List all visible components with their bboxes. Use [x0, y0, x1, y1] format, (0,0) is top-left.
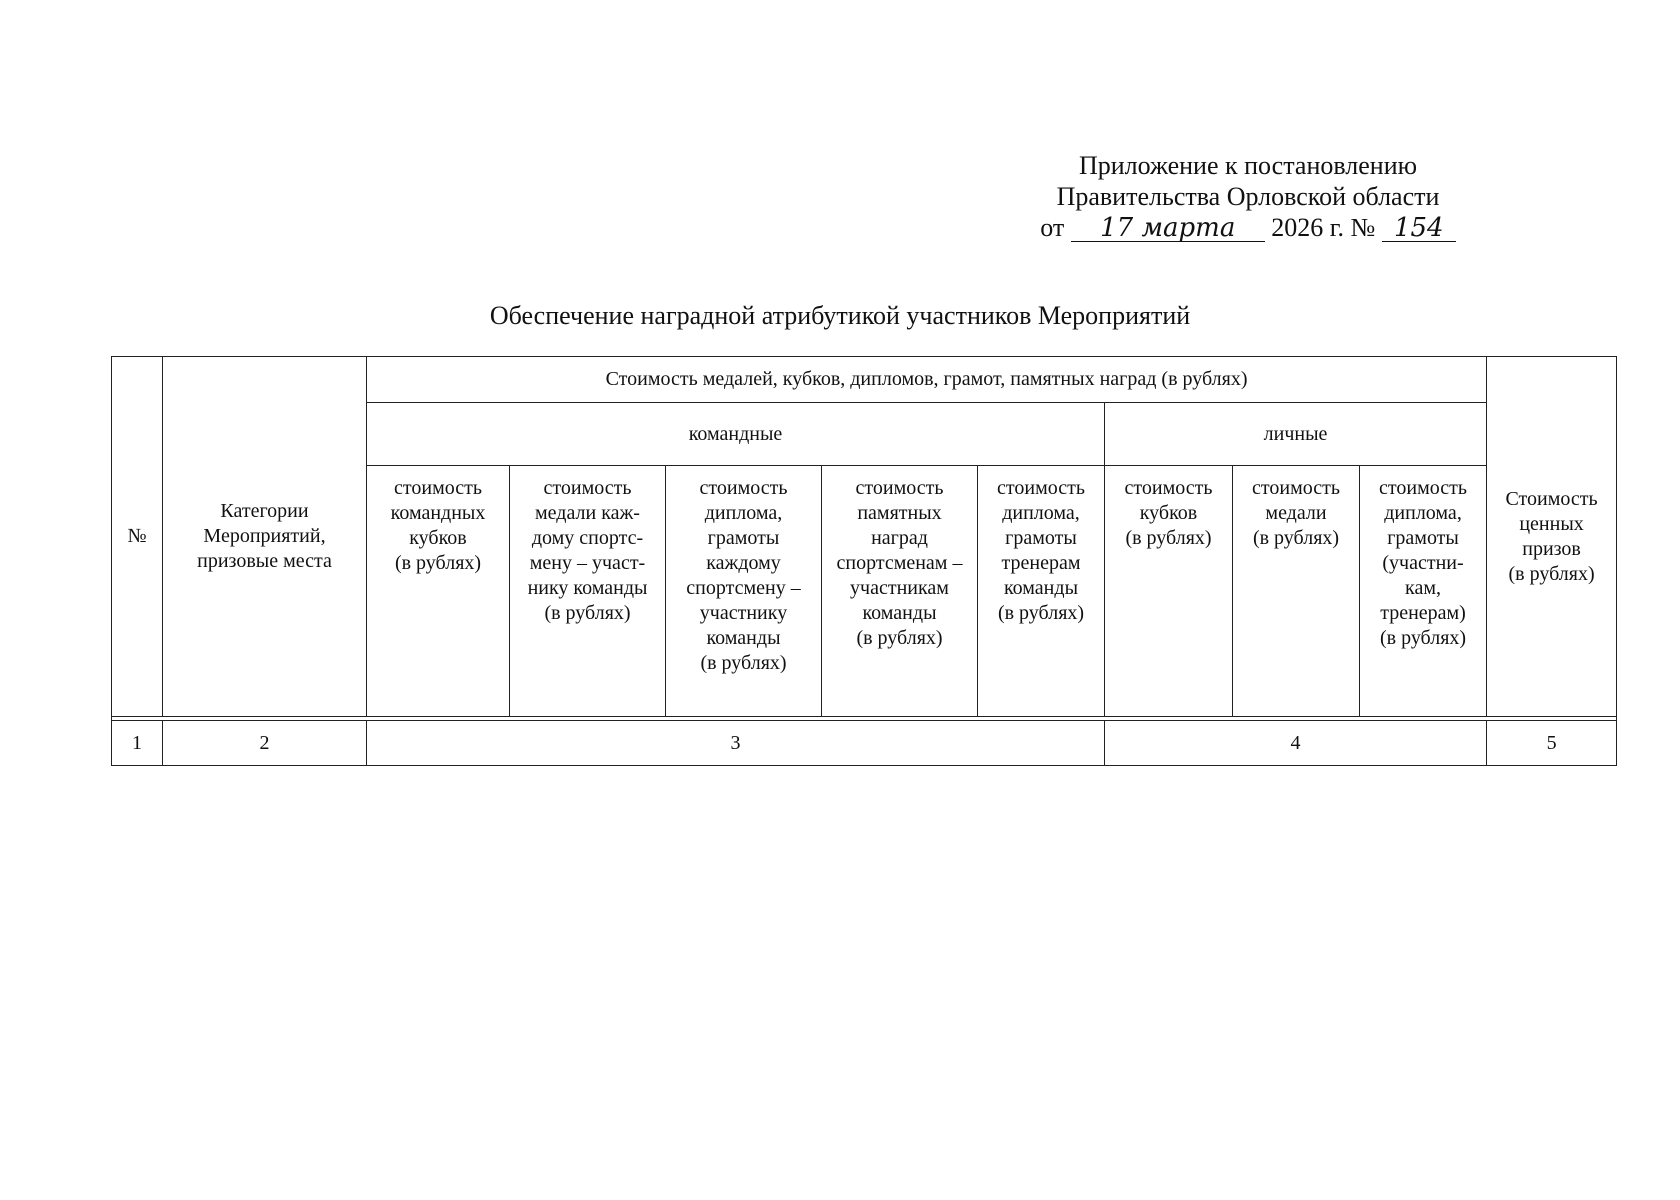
appendix-header [1028, 150, 1468, 243]
column-number-4: 4 [1105, 721, 1487, 766]
appendix-line-1: Приложение к постановлению [1078, 151, 1418, 180]
header-team-coach-diplomas: стоимость диплома, грамоты тренерам команды (в рублях) [978, 466, 1105, 717]
header-cost-group: Стоимость медалей, кубков, дипломов, грамот, памятных наград (в рублях) [367, 357, 1487, 403]
header-team-diplomas: стоимость диплома, грамоты каждому спортсмену – участнику команды (в рублях) [666, 466, 822, 717]
header-personal-cups: стоимость кубков (в рублях) [1105, 466, 1233, 717]
header-category: Категории Мероприятий, призовые места [163, 357, 367, 717]
header-personal-medals: стоимость медали (в рублях) [1233, 466, 1360, 717]
handwritten-number: 154 [1382, 215, 1456, 242]
column-number-5: 5 [1487, 721, 1617, 766]
appendix-year: 2026 г. № [1271, 213, 1376, 242]
header-team-cups: стоимость командных кубков (в рублях) [367, 466, 510, 717]
header-number: № [112, 357, 163, 717]
appendix-line-3 [1028, 212, 1468, 243]
column-number-3: 3 [367, 721, 1105, 766]
header-personal-group: личные [1105, 403, 1487, 466]
table-row [112, 721, 1617, 766]
document-title: Обеспечение наградной атрибутикой участников Мероприятий [489, 301, 1191, 330]
handwritten-date: 17 марта [1071, 215, 1265, 242]
appendix-line-2: Правительства Орловской области [1056, 182, 1440, 211]
column-number-1: 1 [112, 721, 163, 766]
column-number-2: 2 [163, 721, 367, 766]
header-personal-diplomas: стоимость диплома, грамоты (участни- кам, тренерам) (в рублях) [1360, 466, 1487, 717]
awards-table [111, 356, 1617, 766]
header-team-memorial: стоимость памятных наград спортсменам – участникам команды (в рублях) [822, 466, 978, 717]
header-prizes: Стоимость ценных призов (в рублях) [1487, 357, 1617, 717]
header-team-medals: стоимость медали каж- дому спортс- мену – участ- нику команды (в рублях) [510, 466, 666, 717]
appendix-prefix: от [1040, 213, 1065, 242]
header-team-group: командные [367, 403, 1105, 466]
